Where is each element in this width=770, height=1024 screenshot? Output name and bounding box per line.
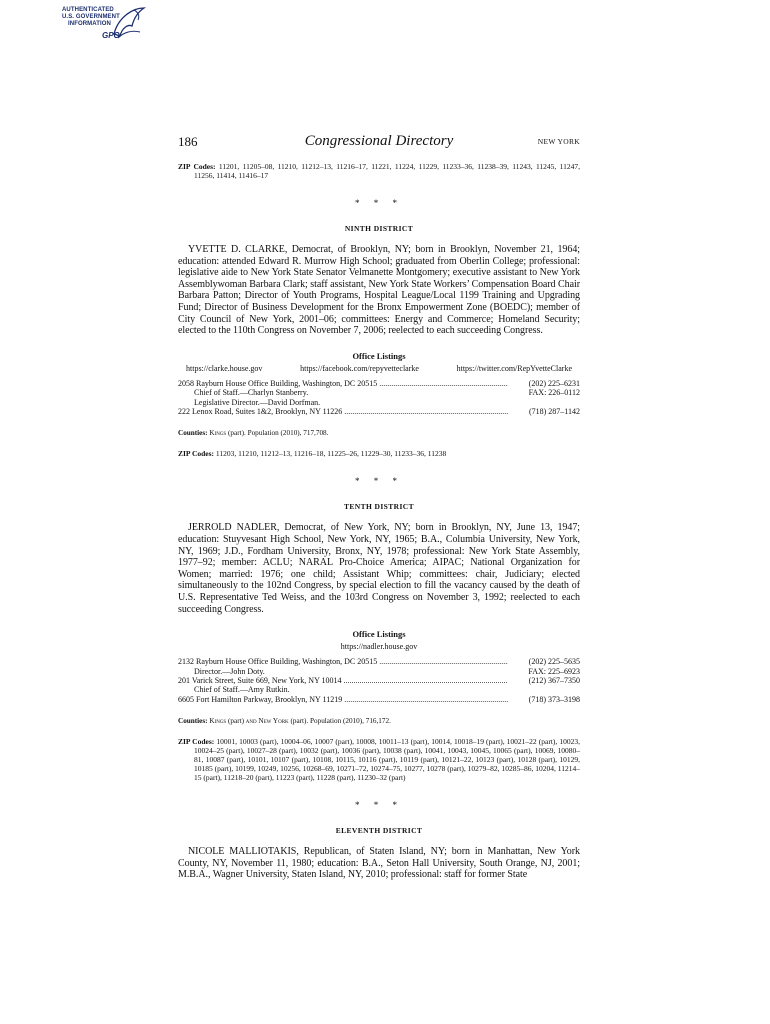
page-title: Congressional Directory (304, 133, 454, 149)
office-row (178, 695, 580, 704)
seal-line-3: INFORMATION (68, 21, 111, 27)
office-list (178, 379, 580, 417)
section-separator: * * * (355, 476, 403, 487)
zip-codes-tenth (178, 737, 580, 782)
zip-label: ZIP Codes: (178, 737, 215, 747)
staff-row (178, 685, 580, 694)
directory-page (178, 130, 580, 881)
office-row (178, 407, 580, 416)
office-row (178, 676, 580, 685)
office-phone: (212) 367–7350 (528, 675, 580, 685)
office-address: 222 Lenox Road, Suites 1&2, Brooklyn, NY 11226 ..... (178, 407, 508, 416)
page-number: 186 (178, 134, 198, 149)
staff-entry: Legislative Director.—David Dorfman. (194, 397, 321, 407)
state-label: NEW YORK (537, 137, 580, 146)
twitter-link[interactable]: https://twitter.com/RepYvetteClarke (456, 363, 572, 373)
staff-row (178, 667, 580, 676)
counties-label: Counties: (178, 429, 208, 438)
county-part: (part) (228, 717, 244, 726)
county-name: New York (258, 717, 289, 726)
zip-text: 10001, 10003 (part), 10004–06, 10007 (part), 10008, 10011–13 (part), 10014, 10018–19 (part), 10021–22 (part), 10023, 10024–25 (part), 10027–28 (part), 10032 (part), 10036 (part), 10038 (part), 10041, 10043, 10045, 10065 (part), 10069, 10080–81, 10087 (part), 10101, 10107 (part), 10108, 10115, 10116 (part), 10119 (part), 10121–22, 10123 (part), 10128 (part), 10129, 10185 (part), 10199, 10249, 10256, 10268–69, 10271–72, 10274–75, 10277, 10278 (part), 10279–82, 10285–86, 10204, 11214–15 (part), 11218–20 (part), 11223 (part), 11228 (part), 11230–32 (part) (194, 737, 581, 783)
seal-line-2: U.S. GOVERNMENT (62, 14, 120, 20)
office-row (178, 379, 580, 388)
running-header (178, 130, 580, 152)
district-heading-eleventh: ELEVENTH DISTRICT (335, 826, 423, 836)
conjunction: and (245, 717, 257, 726)
office-phone: (718) 373–3198 (528, 694, 580, 704)
website-link[interactable]: https://nadler.house.gov (340, 642, 418, 652)
member-bio-nadler: JERROLD NADLER, Democrat, of New York, NY; born in Brooklyn, NY, June 13, 1947; education: Stuyvesant High School, New York, NY, 1965; B.A., Columbia University, New York, NY, 1969; J.D., Fordham University, Bronx, NY, 1978; professional: New York State Assembly, 1977–92; member: ACLU; NARAL Pro-Choice America; AIPAC; National Organization for Women; married: 1976; one child; Assistant Whip; committees: chair, Judiciary; elected simultaneously to the 102nd Congress, by special election to fill the vacancy caused by the death of U.S. Representative Ted Weiss, and the 103rd Congress on November 3, 1992; reelected to each succeeding Congress. (178, 522, 580, 615)
eagle-icon (108, 4, 148, 48)
zip-text: 11201, 11205–08, 11210, 11212–13, 11216–17, 11221, 11224, 11229, 11233–36, 11238–39, 11243, 11245, 11247, 11256, 11414, 11416–17 (194, 162, 581, 180)
counties-label: Counties: (178, 717, 208, 726)
staff-row (178, 388, 580, 397)
zip-label: ZIP Codes: (178, 162, 216, 171)
gpo-authentication-seal (62, 4, 148, 48)
zip-label: ZIP Codes: (178, 449, 215, 459)
counties-detail: (part). Population (2010), 716,172. (290, 717, 391, 726)
zip-codes-top (178, 162, 580, 180)
staff-entry: Director.—John Doty. (194, 666, 265, 676)
office-fax: FAX: 225–6923 (528, 666, 580, 676)
office-phone: (718) 287–1142 (528, 406, 580, 416)
member-links (186, 364, 572, 373)
office-row (178, 657, 580, 666)
office-address: 2058 Rayburn House Office Building, Washington, DC 20515 ..... (178, 379, 508, 388)
staff-entry: Chief of Staff.—Amy Rutkin. (194, 685, 290, 695)
office-phone: (202) 225–5635 (528, 657, 580, 667)
office-address: 2132 Rayburn House Office Building, Washington, DC 20515 ..... (178, 657, 508, 666)
counties-detail: (part). Population (2010), 717,708. (228, 429, 329, 438)
office-listings-title: Office Listings (352, 350, 406, 361)
staff-entry: Chief of Staff.—Charlyn Stanberry. (194, 388, 309, 398)
section-separator: * * * (355, 800, 403, 811)
member-bio-malliotakis: NICOLE MALLIOTAKIS, Republican, of Staten Island, NY; born in Manhattan, New York County, NY, November 11, 1980; education: B.A., Seton Hall University, South Orange, NJ, 2001; M.B.A., Wagner University, Staten Island, NY, 2010; professional: staff for former State (178, 846, 580, 881)
office-address: 6605 Fort Hamilton Parkway, Brooklyn, NY 11219 ..... (178, 695, 508, 704)
seal-gpo: GPO (102, 31, 120, 40)
office-address: 201 Varick Street, Suite 669, New York, NY 10014 ..... (178, 676, 508, 685)
district-heading-tenth: TENTH DISTRICT (344, 502, 414, 512)
office-fax: FAX: 226–0112 (528, 388, 580, 398)
section-separator: * * * (355, 198, 403, 208)
zip-codes-ninth (178, 449, 580, 458)
website-link[interactable]: https://clarke.house.gov (186, 363, 263, 373)
counties-ninth (178, 429, 580, 437)
county-name: Kings (209, 429, 227, 438)
office-phone: (202) 225–6231 (528, 378, 580, 388)
staff-row (178, 398, 580, 407)
seal-line-1: AUTHENTICATED (62, 7, 114, 13)
office-list (178, 657, 580, 704)
facebook-link[interactable]: https://facebook.com/repyvetteclarke (300, 363, 419, 373)
district-heading-ninth: NINTH DISTRICT (344, 224, 414, 233)
member-bio-clarke: YVETTE D. CLARKE, Democrat, of Brooklyn, NY; born in Brooklyn, November 21, 1964; education: attended Edward R. Murrow High School; graduated from Oberlin College; professional: legislative aide to New York State Senator Velmanette Montgomery; executive assistant to New York Assemblywoman Barbara Clark; staff assistant, New York State Workers’ Compensation Board Chair Barbara Patton; Director of Youth Programs, Hospital League/Local 1199 Training and Upgrading Fund; Director of Business Development for the Bronx Empowerment Zone (BOEDC); member of City Council of New York, 2001–06; committees: Energy and Commerce; Homeland Security; elected to the 110th Congress on November 7, 2006; reelected to each succeeding Congress. (178, 244, 580, 337)
zip-text: 11203, 11210, 11212–13, 11216–18, 11225–26, 11229–30, 11233–36, 11238 (215, 449, 447, 459)
counties-tenth (178, 717, 580, 725)
county-name: Kings (209, 717, 227, 726)
office-listings-title: Office Listings (352, 629, 406, 640)
